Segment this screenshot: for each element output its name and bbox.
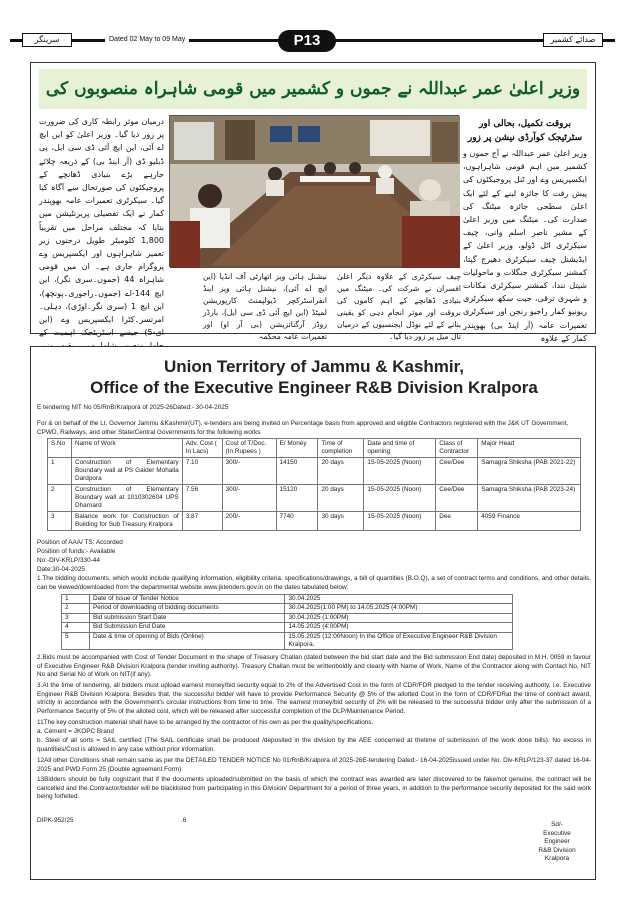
col-header-class: Class of Contractor: [436, 439, 478, 458]
clause-1: 1.The bidding documents, which would include qualifying information, eligibility criteria, specifications/drawings, a bill of quantities (B.O.Q), a set of contract terms and conditions, and other details, can be viewed/downloaded from the departmental website www.jktenders.gov.in on the dates tabulated below:: [37, 575, 591, 591]
cell: 3: [62, 613, 90, 622]
clause-11a: a. Cement = JKOPC Brand: [37, 728, 114, 735]
dates-row: [62, 632, 513, 650]
cell: 4: [62, 623, 90, 632]
cell: 7.56: [182, 485, 222, 512]
cell: 7740: [276, 512, 318, 531]
notice-title-line1: Union Territory of Jammu & Kashmir,: [163, 357, 465, 376]
article-column-middle-left: نیشنل ہائی ویز اتھارٹی آف انڈیا (این ایچ اے آئی)، نیشنل ہائی ویز اینڈ انفراسٹرکچر ڈیولپمنٹ کارپوریشن لمیٹڈ (این ایچ آئی ڈی سی ایل)، بارڈر روڈز آرگنائزیشن (بی آر او) اور تعمیرات عامہ محکمہ: [203, 272, 327, 341]
cell: 30.04.2025(1:00 PM) to 14.05.2025 (4:00PM): [285, 604, 513, 613]
cell: 1: [62, 595, 90, 604]
meeting-photo: [169, 115, 459, 267]
notice-title-line2: Office of the Executive Engineer R&B Division Kralpora: [90, 378, 538, 397]
signature-division: R&B Division: [538, 846, 576, 854]
article-subheading: بروقت تکمیل، بحالی اور سٹرٹیجک کوآرڈی نیشن پر زور: [467, 119, 583, 143]
col-header-opening: Date and time of opening: [364, 439, 436, 458]
cell: 14.05.2025 (4:00PM): [285, 623, 513, 632]
cell: 200/-: [222, 512, 276, 531]
signature-block: [527, 821, 587, 864]
cell: 30.04.2025 (1:00PM): [285, 613, 513, 622]
cell: Date & time of opening of Bids (Online): [89, 632, 285, 650]
cell: 2: [62, 604, 90, 613]
position-aaa: Position of AAA/ TS: Accorded: [37, 539, 123, 546]
cell: 300/-: [222, 458, 276, 485]
cell: 15-05-2025 (Noon): [364, 512, 436, 531]
signature-place: Kralpora: [544, 855, 570, 863]
cell: Balance work for Construction of Building for Sub Treasury Kralpora: [71, 512, 182, 531]
works-table: [47, 438, 581, 531]
notice-date: Date:30-04-2025: [37, 566, 85, 573]
nit-number: E tendering NIT No 05/RnB/Kralpora of 2025-26Dated:- 30-04-2025: [37, 404, 229, 411]
cell: 30.04.2025: [285, 595, 513, 604]
clause-11b: b. Steel of all sorts = SAIL certified (The SAIL certificate shall be produced /deposited in the division by the AEE concerned at thetime of submission of the work done bills). No excess in quantities/Cost is allowed in any case without prior information.: [37, 737, 591, 753]
col-header-sno: S.No: [48, 439, 72, 458]
cell: Construction of Elementary Boundary wall at 1010302604 UPS Dharnard: [71, 485, 182, 512]
article-column-right: وزیر اعلیٰ عمر عبداللہ نے آج جموں و کشمیر میں اہم قومی شاہراہوں، ایکسپریس وے اور ٹنل پروجیکٹوں کی پیش رفت کا جائزہ لینے کے لئے ایک اعلیٰ سطحی جائزہ میٹنگ کی صدارت کی۔ میٹنگ میں وزیر اعلیٰ کے مشیر ناصر اسلم وانی، چیف سیکرٹری اٹل ڈولو، وزیر اعلیٰ کے ایڈیشنل چیف سیکرٹری دھیرج گپتا، کمشنر سیکرٹری جنگلات و ماحولیات شیتل نندا، کمشنر سیکرٹری مکانات و شہری ترقی، جیت سکھ سیکرٹری ریونیو کمار راجیو رنجن اور سیکرٹری تعمیرات عامہ (آر اینڈ بی) بھوپندر کمار کے علاوہ: [463, 149, 587, 343]
clause-3: 3.At the time of tendering, all bidders must upload earnest money/bid security equal to 2% of the Advertised Cost in the form of CDR/FDR pledged to the tender receiving authority, i.e. Executive Engineer R&B Division Kralpora. Besides that, the successful bidder will have to provide Performance Security @ 5% of the allotted Cost in the form of CDR/FDRat the time of contract award, strictly in accordance with the Government's circular instructions from time to time. The earnest money/bid security of 2% will be released to the successful bidder only after the submission of a Performance Security of 5% of the alloted cost, which will be released after successful completion of the DLP/Maintenance Period.: [37, 682, 591, 715]
dates-row: [62, 613, 513, 622]
col-header-emoney: E/ Money: [276, 439, 318, 458]
meeting-photo-image: [170, 116, 460, 268]
cell: Dee: [436, 512, 478, 531]
cell: 15-05-2025 (Noon): [364, 485, 436, 512]
cell: 7.10: [182, 458, 222, 485]
position-funds: Position of funds:- Available: [37, 548, 116, 555]
page-header: [10, 30, 615, 52]
dates-table: [61, 594, 513, 650]
table-header-row: [48, 439, 581, 458]
dipk-suffix: .6: [181, 817, 187, 824]
col-header-name: Name of Work: [71, 439, 182, 458]
cell: 1: [48, 458, 72, 485]
cell: 300/-: [222, 485, 276, 512]
cell: Samagra Shiksha (PAB 2023-24): [478, 485, 581, 512]
cell: 20 days: [318, 458, 364, 485]
cell: 20 days: [318, 485, 364, 512]
cell: Bid Submission End Date: [89, 623, 285, 632]
header-left-label: سرینگر: [22, 33, 72, 47]
clause-13: 13Bidders should be fully cognizant that if the documents uploaded/submitted on the basis of which the contract was awarded are later discovered to be fake/not genuine, the contract will be cancelled and the Contractor/bidder will be blacklisted from participating in this Division/ Department for a period of three years, in addition to the performance security deposited for the said work being forfeited.: [37, 776, 591, 801]
cell: Construction of Elementary Boundary wall at PS Gaider Mohalla Dardpora: [71, 458, 182, 485]
cell: Date of Issue of Tender Notice: [89, 595, 285, 604]
cell: 5: [62, 632, 90, 650]
header-right-label: صدائے کشمیر: [543, 33, 603, 47]
cell: 15.05.2025 (12:00Noon) In the Office of Executive Engineer R&B Division Kralpora.: [285, 632, 513, 650]
notice-intro: For & on behalf of the Lt. Governor Jammu &Kashmir(UT), e-tenders are being invited on Percentage basis from approved and eligible Contractors registered with the J&K UT Government, CPWD, Railways, and other State/Central Governments for the following works: [37, 420, 569, 436]
col-header-time: Time of completion: [318, 439, 364, 458]
cell: 15120: [276, 485, 318, 512]
dipk-number: DIPK-952/25: [37, 817, 74, 824]
cell: Cee/Dee: [436, 485, 478, 512]
table-row: [48, 512, 581, 531]
cell: Period of downloading of bidding documents: [89, 604, 285, 613]
dates-row: [62, 604, 513, 613]
cell: 30 days: [318, 512, 364, 531]
signature-sd: Sd/-: [551, 821, 563, 828]
col-header-major-head: Major Head: [478, 439, 581, 458]
table-row: [48, 485, 581, 512]
table-row: [48, 458, 581, 485]
clause-2: 2.Bids must be accompanied with Cost of Tender Document in the shape of Treasury Challan (dated between the bid start date and the Bid submission End date) deposited in M.H. 0059 in favour of Executive Engineer R&B Division Kralpora (tender inviting authority). Treasury Challan must be writtenboldly and clearly with Name of Work, Name of the Contractor along with Contact No, NIT No and Serial No of Work on NIT(if any).: [37, 654, 591, 679]
reference-number: No:-DIV-KRLP/330-44: [37, 557, 100, 564]
clause-11: 11The key construction material shall have to be arranged by the contractor of his own as per the quality/specifications.: [37, 719, 374, 726]
cell: 3: [48, 512, 72, 531]
cell: Bid submission Start Date: [89, 613, 285, 622]
cell: Cee/Dee: [436, 458, 478, 485]
page-number: P13: [278, 30, 336, 52]
clause-12: 12All other Conditions shall remain same as per the DETAILED TENDER NOTICE No 01/RnB/Kralpora of 2025-26E-tendering Dated:- 16-04-2025issued under No. Div-KRLP/123-37 dated 16-04-2025 and PWD Form 25 (Double agreement Form): [37, 757, 591, 773]
dates-row: [62, 623, 513, 632]
cell: 2: [48, 485, 72, 512]
cell: 3.87: [182, 512, 222, 531]
article-column-left: درمیان موثر رابطہ کاری کی ضرورت پر زور دیا گیا۔ وزیر اعلیٰ کو این ایچ اے آئی، این ایچ آئی ڈی سی ایل، پی ڈبلیو ڈی (آر اینڈ بی) کے ذریعہ چلائے جارہے بڑے بنیادی ڈھانچے کے پروجیکٹوں کی صورتحال سے آگاہ کیا گیا۔ سیکرٹری تعمیرات عامہ بھوپندر کمار نے ایک تفصیلی پریزنٹیشن میں بتایا کہ مختلف مراحل میں تقریباً 1,800 کلومیٹر طویل درجنوں زیر تعمیر شاہراہوں اور ایکسپریس وے پروگرام جاری ہے۔ ان میں قومی شاہراہ 44 (جموں۔سری نگر)، این ایچ 144-اے (جموں۔راجوری۔پونچھ)، این ایچ 1 (سری نگر۔اوڑی)، دہلی۔امرتسر۔کٹرا ایکسپریس وے (این ای-5) جیسے اسٹریٹجک اہمیت کے: [39, 117, 164, 338]
issue-dates: Dated 02 May to 09 May: [105, 34, 189, 46]
signature-title: Executive: [543, 829, 571, 837]
cell: 15-05-2025 (Noon): [364, 458, 436, 485]
article-column-middle-right: چیف سیکرٹری کے علاوہ دیگر اعلیٰ افسران نے شرکت کی۔ میٹنگ میں بنیادی ڈھانچے کے اہم کاموں کی بروقت اور موثر انجام دہی کو یقینی بنانے کے لئے نوڈل ایجنسیوں کے درمیان تال میل پر زور دیا گیا۔: [337, 272, 461, 341]
cell: 4059 Finance: [478, 512, 581, 531]
signature-title: Engineer: [544, 838, 570, 846]
col-header-adv-cost: Adv. Cost ( In Lacs): [182, 439, 222, 458]
dates-row: [62, 595, 513, 604]
col-header-tdoc-cost: Cost of T/Doc. (In Rupees ): [222, 439, 276, 458]
cell: Samagra Shiksha (PAB 2021-22): [478, 458, 581, 485]
article-headline: وزیر اعلیٰ عمر عبداللہ نے جموں و کشمیر میں قومی شاہراہ منصوبوں کی: [39, 69, 587, 109]
tender-notice: [30, 346, 596, 880]
news-article: [30, 62, 596, 343]
cell: 14150: [276, 458, 318, 485]
